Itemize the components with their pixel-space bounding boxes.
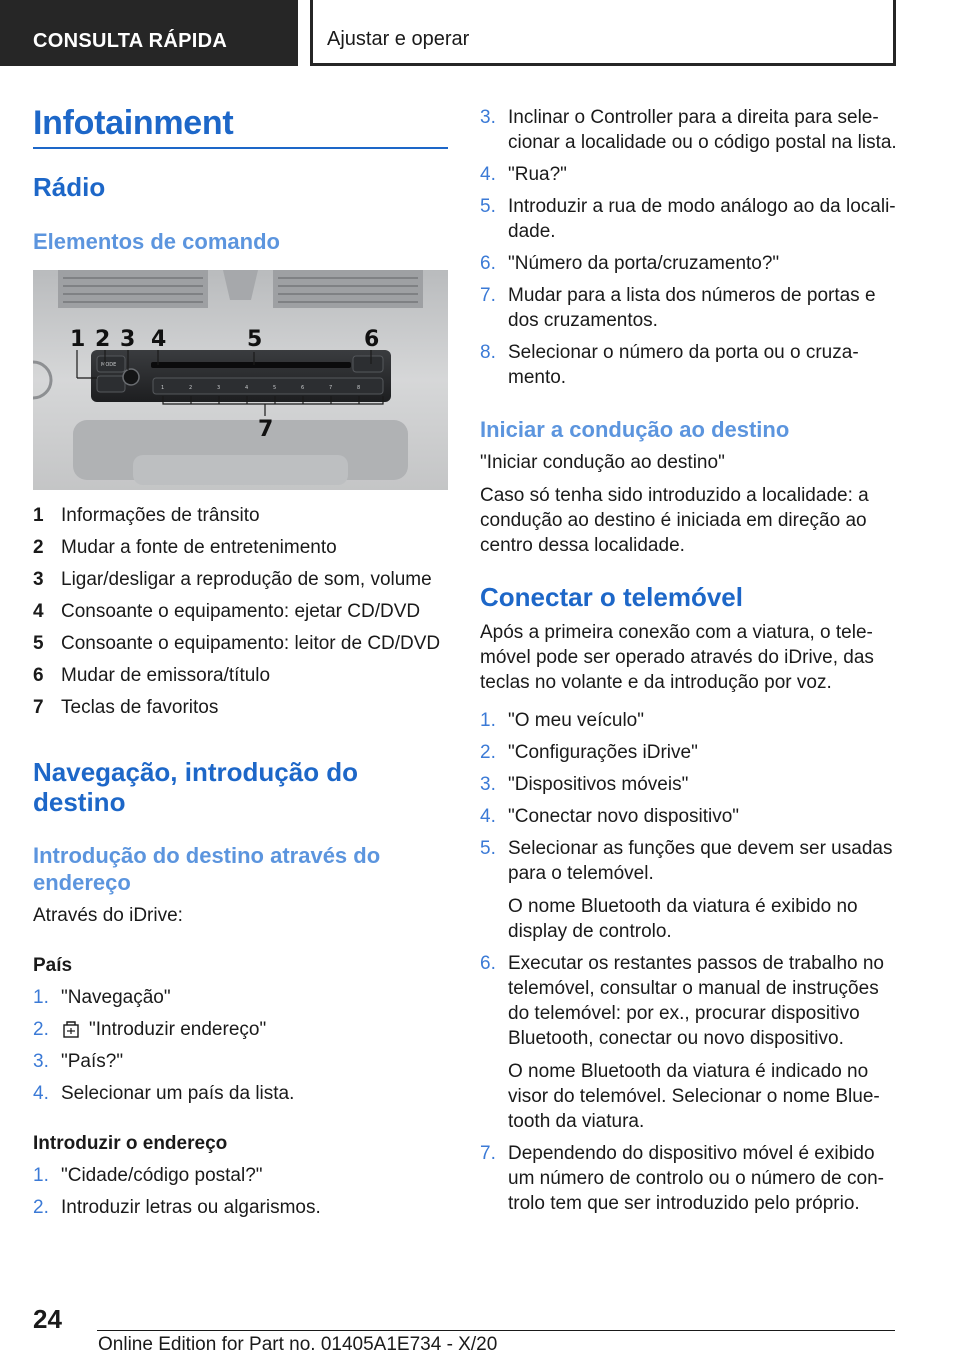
legend-item: 5 Consoante o equipamento: leitor de CD/DVD	[33, 633, 441, 654]
legend-item: 3 Ligar/desligar a reprodução de som, volume	[33, 569, 432, 590]
preset-6-label: 6	[301, 385, 305, 391]
address-entry-heading: Introdução do destino através do endereço	[33, 843, 381, 895]
footer-rule	[97, 1330, 895, 1331]
page-number: 24	[33, 1304, 62, 1334]
section-tab: CONSULTA RÁPIDA	[0, 0, 298, 66]
callout-1: 1	[70, 327, 86, 352]
footer-edition: Online Edition for Part no. 01405A1E734 - X/20	[98, 1334, 498, 1355]
list-item: 6. Executar os restantes passos de trabalho no telemóvel, consultar o manual de instruções do telemóvel: por ex., procurar dispositivo Bluetooth, conectar ou novo dispositivo. O nome Bluetooth da viatura é indicado no visor do telemóvel. Selecionar o nome Blue- tooth da viatura.	[480, 951, 900, 1134]
preset-8-label: 8	[357, 385, 361, 391]
mode-button-label: MODE	[101, 362, 117, 368]
callout-2: 2	[95, 327, 111, 352]
callout-5: 5	[247, 327, 263, 352]
country-label: País	[33, 955, 73, 976]
list-item: 1. "O meu veículo"	[480, 710, 644, 731]
preset-5-label: 5	[273, 385, 277, 391]
page-header	[0, 0, 960, 66]
list-item: 3. "Dispositivos móveis"	[480, 774, 689, 795]
list-item: 8. Selecionar o número da porta ou o cruza- mento.	[480, 342, 859, 388]
step-note: O nome Bluetooth da viatura é exibido no display de controlo.	[508, 896, 858, 942]
title-rule	[33, 147, 448, 149]
legend-item: 7 Teclas de favoritos	[33, 697, 219, 718]
list-item: 2. "Introduzir endereço"	[33, 1019, 267, 1040]
address-label: Introduzir o endereço	[33, 1133, 228, 1154]
controls-legend	[33, 503, 453, 727]
preset-2-label: 2	[189, 385, 193, 391]
phone-intro-text: Após a primeira conexão com a viatura, o tele- móvel pode ser operado através do iDrive, das teclas no volante e da introdução por voz.	[480, 622, 874, 693]
start-guidance-heading: Iniciar a condução ao destino	[480, 417, 790, 442]
callout-6: 6	[364, 327, 380, 352]
callout-7: 7	[258, 417, 274, 442]
via-idrive-text: Através do iDrive:	[33, 905, 183, 926]
chapter-tab: Ajustar e operar	[310, 0, 896, 66]
radio-heading: Rádio	[33, 172, 106, 202]
page-title: Infotainment	[33, 104, 234, 142]
radio-controls-image	[33, 270, 448, 490]
list-item: 7. Dependendo do dispositivo móvel é exibido um número de controlo ou o número de con- trolo tem que ser introduzido pelo próprio.	[480, 1143, 884, 1214]
list-item: 4. Selecionar um país da lista.	[33, 1083, 295, 1104]
list-item: 3. "País?"	[33, 1051, 124, 1072]
list-item: 2. "Configurações iDrive"	[480, 742, 698, 763]
step-note: O nome Bluetooth da viatura é indicado no visor do telemóvel. Selecionar o nome Blue- tooth da viatura.	[508, 1061, 880, 1132]
legend-item: 4 Consoante o equipamento: ejetar CD/DVD	[33, 601, 421, 622]
controls-heading: Elementos de comando	[33, 229, 280, 254]
navigation-heading: Navegação, introdução do destino	[33, 757, 359, 817]
country-steps	[33, 985, 453, 1106]
list-item: 5. Introduzir a rua de modo análogo ao da locali- dade.	[480, 196, 896, 242]
list-item: 6. "Número da porta/cruzamento?"	[480, 253, 780, 274]
legend-item: 1 Informações de trânsito	[33, 505, 260, 526]
list-item: 1. "Cidade/código postal?"	[33, 1165, 263, 1186]
preset-3-label: 3	[217, 385, 221, 391]
start-guidance-command: "Iniciar condução ao destino"	[480, 452, 725, 473]
list-item: 4. "Rua?"	[480, 164, 567, 185]
preset-4-label: 4	[245, 385, 249, 391]
address-steps	[33, 1163, 453, 1220]
legend-item: 2 Mudar a fonte de entretenimento	[33, 537, 337, 558]
phone-steps	[480, 708, 900, 1216]
address-steps-continued	[480, 105, 900, 390]
address-book-icon	[61, 1020, 81, 1038]
preset-1-label: 1	[161, 385, 165, 391]
list-item: 4. "Conectar novo dispositivo"	[480, 806, 740, 827]
preset-7-label: 7	[329, 385, 333, 391]
phone-heading: Conectar o telemóvel	[480, 582, 743, 612]
list-item: 5. Selecionar as funções que devem ser usadas para o telemóvel. O nome Bluetooth da viatura é exibido no display de controlo.	[480, 836, 900, 944]
callout-3: 3	[120, 327, 136, 352]
list-item: 1. "Navegação"	[33, 987, 171, 1008]
legend-item: 6 Mudar de emissora/título	[33, 665, 271, 686]
list-item: 7. Mudar para a lista dos números de portas e dos cruzamentos.	[480, 285, 876, 331]
start-guidance-text: Caso só tenha sido introduzido a localidade: a condução ao destino é iniciada em direção ao centro dessa localidade.	[480, 485, 869, 556]
list-item: 2. Introduzir letras ou algarismos.	[33, 1197, 321, 1218]
callout-4: 4	[151, 327, 167, 352]
list-item: 3. Inclinar o Controller para a direita para sele- cionar a localidade ou o código postal na lista.	[480, 107, 897, 153]
